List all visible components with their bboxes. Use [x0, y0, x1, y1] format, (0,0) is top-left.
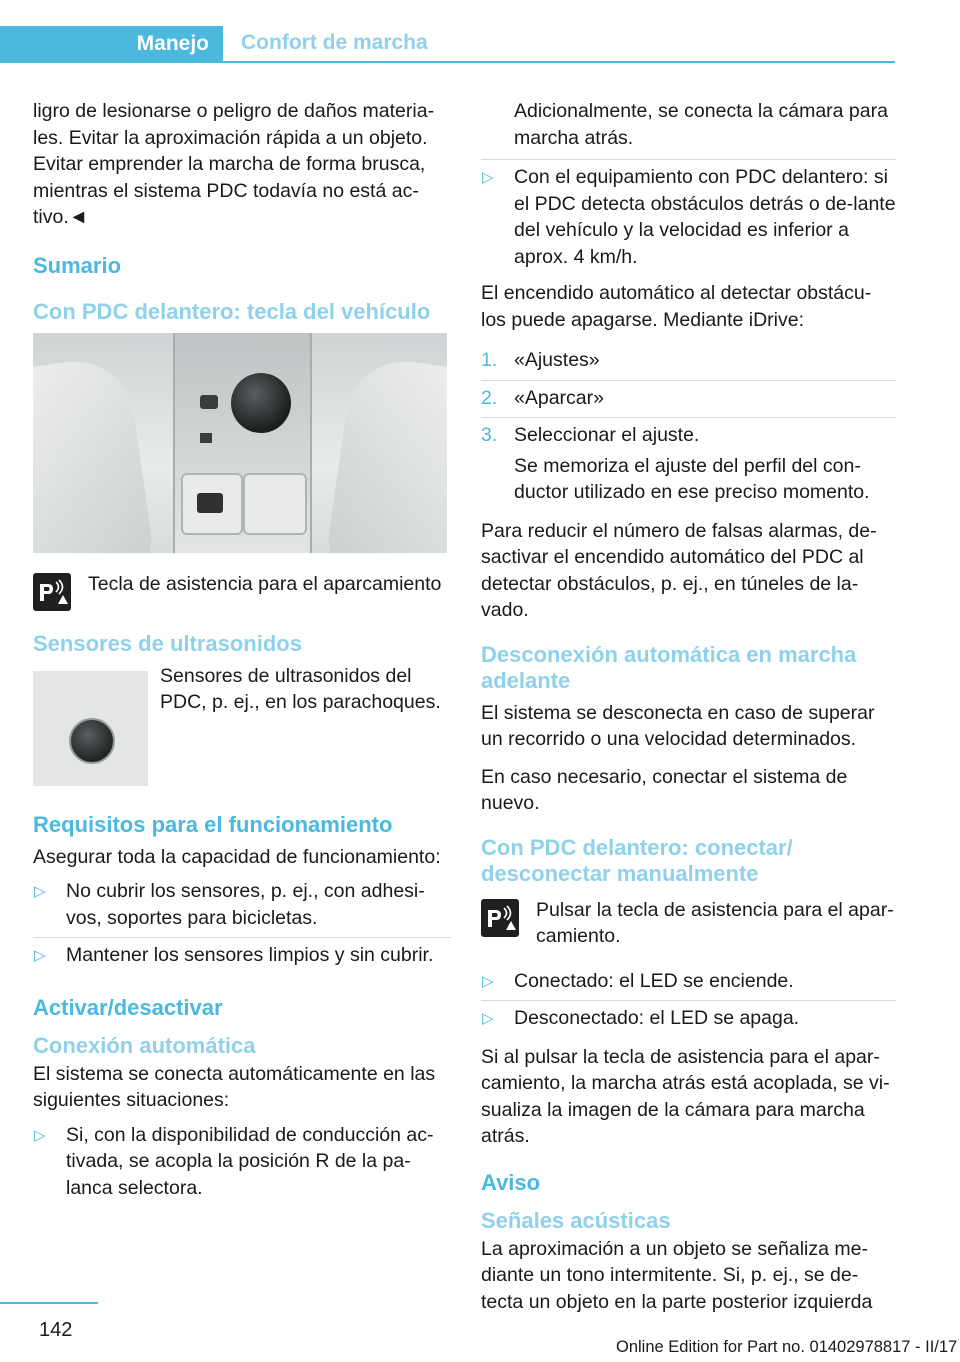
heading-sensores: Sensores de ultrasonidos — [33, 630, 302, 656]
heading-requisitos: Requisitos para el funcionamiento — [33, 811, 393, 837]
requisitos-text: Asegurar toda la capacidad de funcionamiento: — [33, 845, 441, 868]
list-item: 3. Seleccionar el ajuste. Se memoriza el ajuste del perfil del con-ductor utilizado en ese preciso momento. — [481, 418, 896, 512]
falsas-alarmas-text: Para reducir el número de falsas alarmas, de-sactivar el encendido automático del PDC al detectar obstáculos, p. ej., en túneles de la-vado. — [481, 519, 877, 621]
park-assist-button-icon — [481, 899, 519, 937]
heading-sumario: Sumario — [33, 252, 122, 278]
heading-senales: Señales acústicas — [481, 1207, 671, 1233]
park-assist-button-photo — [181, 473, 243, 535]
manual-list — [481, 964, 896, 1038]
requisitos-list — [33, 874, 451, 975]
header-tab-manejo: Manejo — [0, 26, 223, 62]
header-section-title: Confort de marcha — [241, 31, 428, 54]
edition-text: Online Edition for Part no. 01402978817 - II/17 — [616, 1338, 958, 1356]
sensor-photo — [33, 671, 148, 786]
heading-desconexion: Desconexión automática en marcha adelante — [481, 641, 857, 693]
marcha-atras-text: Si al pulsar la tecla de asistencia para el apar-camiento, la marcha atrás está acoplada, se vi-sualiza la imagen de la cámara para marcha atrás. — [481, 1045, 890, 1147]
conexion-list — [33, 1118, 451, 1208]
console-photo — [33, 333, 447, 553]
senales-text: La aproximación a un objeto se señaliza me-diante un tono intermitente. Si, p. ej., se de-tecta un objeto en la parte posterior izquierda — [481, 1237, 873, 1313]
heading-tecla-vehiculo: Con PDC delantero: tecla del vehículo — [33, 298, 431, 324]
list-item: ▷ Desconectado: el LED se apaga. — [481, 1001, 896, 1038]
footer-rule — [0, 1302, 98, 1304]
header-rule — [0, 61, 895, 63]
list-item: 1. «Ajustes» — [481, 343, 896, 381]
sensor-row — [33, 663, 451, 786]
list-item: ▷ Con el equipamiento con PDC delantero: si el PDC detecta obstáculos detrás o de-lante del vehículo y la velocidad es inferior a aprox. 4 km/h. — [481, 160, 896, 276]
list-item: ▷ No cubrir los sensores, p. ej., con adhesi-vos, soportes para bicicletas. — [33, 874, 451, 938]
manual-text: Pulsar la tecla de asistencia para el apar-camiento. — [536, 898, 894, 947]
encendido-text: El encendido automático al detectar obstácu-los puede apagarse. Mediante iDrive: — [481, 282, 872, 331]
park-assist-button-icon — [33, 573, 71, 611]
idrive-steps — [481, 343, 896, 512]
intro-paragraph: ligro de lesionarse o peligro de daños materia-les. Evitar la aproximación rápida a un objeto. Evitar emprender la marcha de forma brusca, mientras el sistema PDC todavía no está ac-tivo.◄ — [33, 100, 435, 228]
manual-row — [481, 897, 896, 950]
right-column — [481, 98, 896, 1326]
desconexion-text: El sistema se desconecta en caso de superar un recorrido o una velocidad determinados. — [481, 701, 875, 750]
sensores-text: Sensores de ultrasonidos del PDC, p. ej., en los parachoques. — [160, 664, 441, 713]
step-note: Se memoriza el ajuste del perfil del con-ductor utilizado en ese preciso momento. — [514, 454, 870, 503]
heading-conexion: Conexión automática — [33, 1032, 256, 1058]
heading-manual: Con PDC delantero: conectar/ desconectar manualmente — [481, 834, 793, 886]
list-item: 2. «Aparcar» — [481, 381, 896, 419]
heading-aviso: Aviso — [481, 1169, 541, 1195]
conexion-list-cont — [481, 160, 896, 276]
page-number: 142 — [39, 1319, 73, 1341]
tecla-caption-row — [33, 571, 451, 611]
list-item: ▷ Si, con la disponibilidad de conducción ac-tivada, se acopla la posición R de la pa-lanca selectora. — [33, 1118, 451, 1208]
left-column — [33, 98, 451, 1213]
list-item: ▷ Conectado: el LED se enciende. — [481, 964, 896, 1002]
tecla-caption: Tecla de asistencia para el aparcamiento — [88, 572, 442, 595]
heading-activar: Activar/desactivar — [33, 994, 223, 1020]
continued-item-text: Adicionalmente, se conecta la cámara para marcha atrás. — [481, 98, 896, 160]
list-item: ▷ Mantener los sensores limpios y sin cubrir. — [33, 938, 451, 975]
conexion-text: El sistema se conecta automáticamente en las siguientes situaciones: — [33, 1062, 436, 1111]
desconexion-text-2: En caso necesario, conectar el sistema de nuevo. — [481, 765, 848, 814]
